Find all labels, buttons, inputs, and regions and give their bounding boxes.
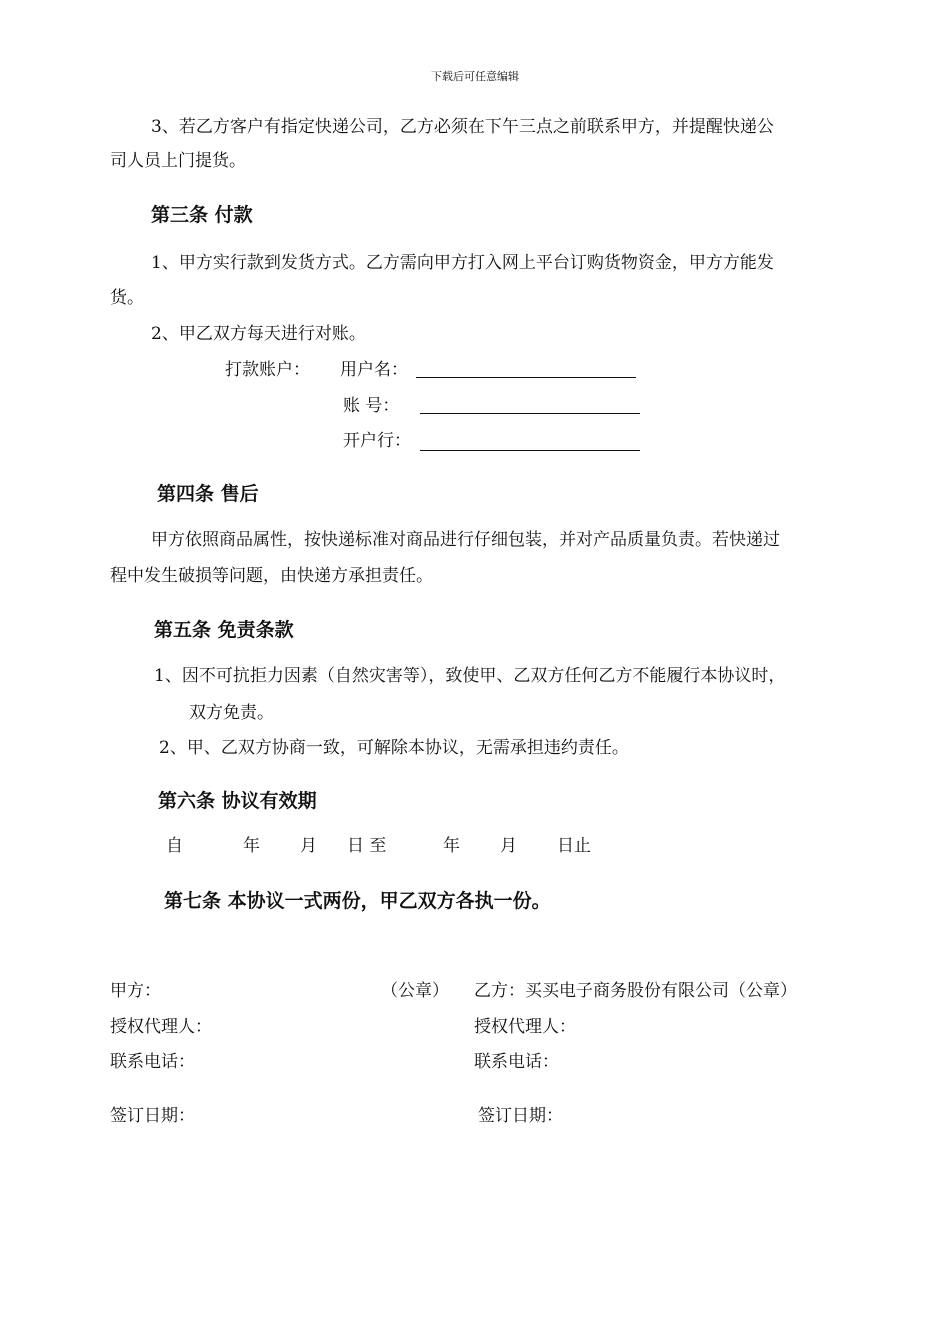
party-a-seal: （公章） — [381, 981, 449, 1001]
section-5-title: 第五条 免责条款 — [154, 619, 294, 641]
date-day-end: 日止 — [557, 836, 591, 856]
payment-p2: 2、甲乙双方每天进行对账。 — [151, 324, 366, 344]
bank-blank — [420, 450, 640, 451]
disclaimer-p2: 2、甲、乙双方协商一致，可解除本协议，无需承担违约责任。 — [159, 738, 629, 758]
party-a-agent: 授权代理人： — [110, 1017, 212, 1037]
party-a-label: 甲方： — [110, 981, 161, 1001]
party-a-sign-date: 签订日期： — [110, 1106, 195, 1126]
payment-p1-line2: 货。 — [110, 288, 144, 308]
date-day-to: 日 至 — [347, 836, 387, 856]
account-number-blank — [420, 413, 640, 414]
section-6-title: 第六条 协议有效期 — [158, 790, 317, 812]
bank-label: 开户行： — [343, 431, 411, 451]
section-3-title: 第三条 付款 — [151, 204, 253, 226]
page-header: 下载后可任意编辑 — [431, 70, 519, 83]
date-month-2: 月 — [500, 836, 517, 856]
date-from: 自 — [166, 836, 183, 856]
party-a-phone: 联系电话： — [110, 1052, 195, 1072]
username-label: 用户名： — [340, 360, 408, 380]
date-year-1: 年 — [243, 836, 260, 856]
party-b-sign-date: 签订日期： — [478, 1106, 563, 1126]
aftersale-line2: 程中发生破损等问题，由快递方承担责任。 — [110, 566, 433, 586]
disclaimer-p1-line1: 1、因不可抗拒力因素（自然灾害等），致使甲、乙双方任何乙方不能履行本协议时， — [154, 666, 786, 686]
party-b-label: 乙方：买买电子商务股份有限公司（公章） — [474, 981, 797, 1001]
account-number-label: 账 号： — [343, 396, 400, 416]
date-year-2: 年 — [443, 836, 460, 856]
section-7-title: 第七条 本协议一式两份，甲乙双方各执一份。 — [164, 890, 551, 912]
date-month-1: 月 — [300, 836, 317, 856]
disclaimer-p1-line2: 双方免责。 — [189, 703, 274, 723]
aftersale-line1: 甲方依照商品属性，按快递标准对商品进行仔细包装，并对产品质量负责。若快递过 — [151, 530, 780, 550]
party-b-agent: 授权代理人： — [474, 1017, 576, 1037]
account-label: 打款账户： — [225, 360, 310, 380]
clause-3-line1: 3、若乙方客户有指定快递公司，乙方必须在下午三点之前联系甲方，并提醒快递公 — [151, 117, 774, 137]
payment-p1-line1: 1、甲方实行款到发货方式。乙方需向甲方打入网上平台订购货物资金，甲方方能发 — [151, 253, 774, 273]
clause-3-line2: 司人员上门提货。 — [110, 151, 246, 171]
section-4-title: 第四条 售后 — [157, 483, 259, 505]
party-b-phone: 联系电话： — [474, 1052, 559, 1072]
username-blank — [416, 377, 636, 378]
